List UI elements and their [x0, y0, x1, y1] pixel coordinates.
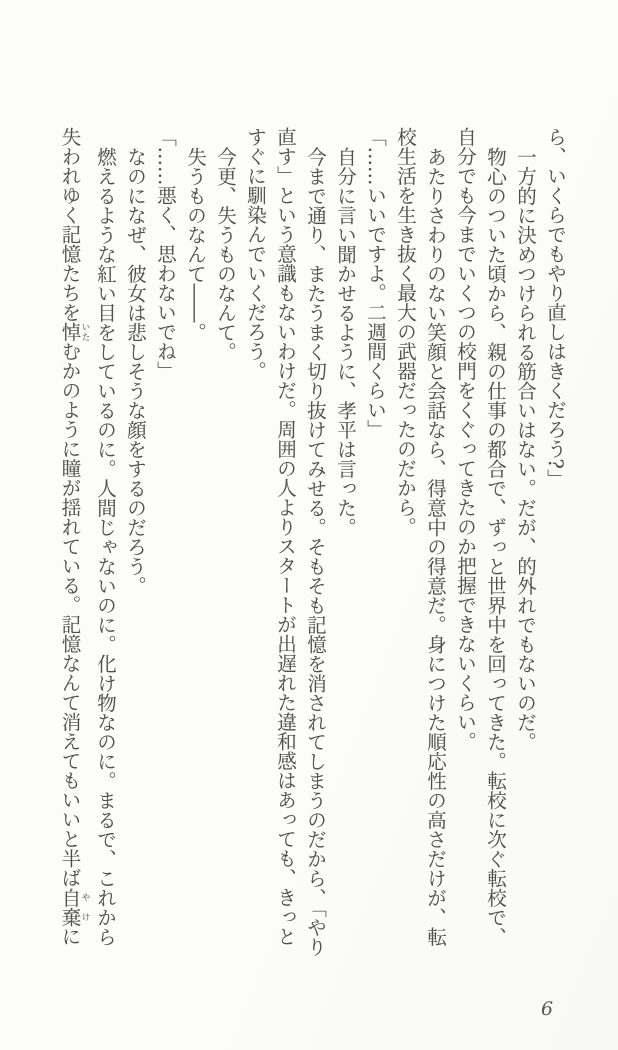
text-column: 「……悪く、思わないでね」	[154, 127, 177, 381]
text-column: なのになぜ、彼女は悲しそうな顔をするのだろう。	[124, 146, 147, 595]
furigana-ruby: 自棄やけ	[58, 887, 90, 927]
text-column: 校生活を生き抜く最大の武器だったのだから。	[394, 127, 417, 537]
text-column: 「……いいですよ。二週間くらい」	[364, 127, 387, 439]
page-text	[55, 127, 571, 972]
text-column: 今更、失うものなんて。	[214, 146, 237, 361]
page-number: 6	[541, 998, 554, 1020]
text-column: 一方的に決めつけられる筋合いはない。だが、的外れでもないのだ。	[514, 146, 537, 751]
text-column: 物心のついた頃から、親の仕事の都合で、ずっと世界中を回ってきた。転校に次ぐ転校で、	[484, 146, 507, 946]
text-column: すぐに馴染んでいくだろう。	[244, 127, 267, 381]
text-column: 失うものなんて――。	[184, 146, 207, 342]
text-column: 直す」という意識もないわけだ。周囲の人よりスタートが出遅れた違和感はあっても、きっと	[274, 127, 297, 946]
furigana-ruby: 悼いた	[58, 322, 90, 342]
text-column: 今まで通り、またうまく切り抜けてみせる。そもそも記憶を消されてしまうのだから、「やり	[304, 146, 327, 956]
text-column: 自分に言い聞かせるように、孝平は言った。	[334, 146, 357, 537]
text-column: ら、いくらでもやり直しはきくだろう?」	[544, 127, 567, 489]
text-column: 燃えるような紅い目をしているのに。人間じゃないのに。化け物なのに。まるで、これから	[94, 146, 117, 946]
text-column: 失われゆく記憶たちを悼いたむかのように瞳が揺れている。記憶なんて消えてもいいと半ば自棄やけに	[58, 127, 90, 946]
text-column: 自分でも今までいくつの校門をくぐってきたのか把握できないくらい。	[454, 127, 477, 751]
text-column: あたりさわりのない笑顔と会話なら、得意中の得意だ。身につけた順応性の高さだけが、転	[424, 146, 447, 946]
